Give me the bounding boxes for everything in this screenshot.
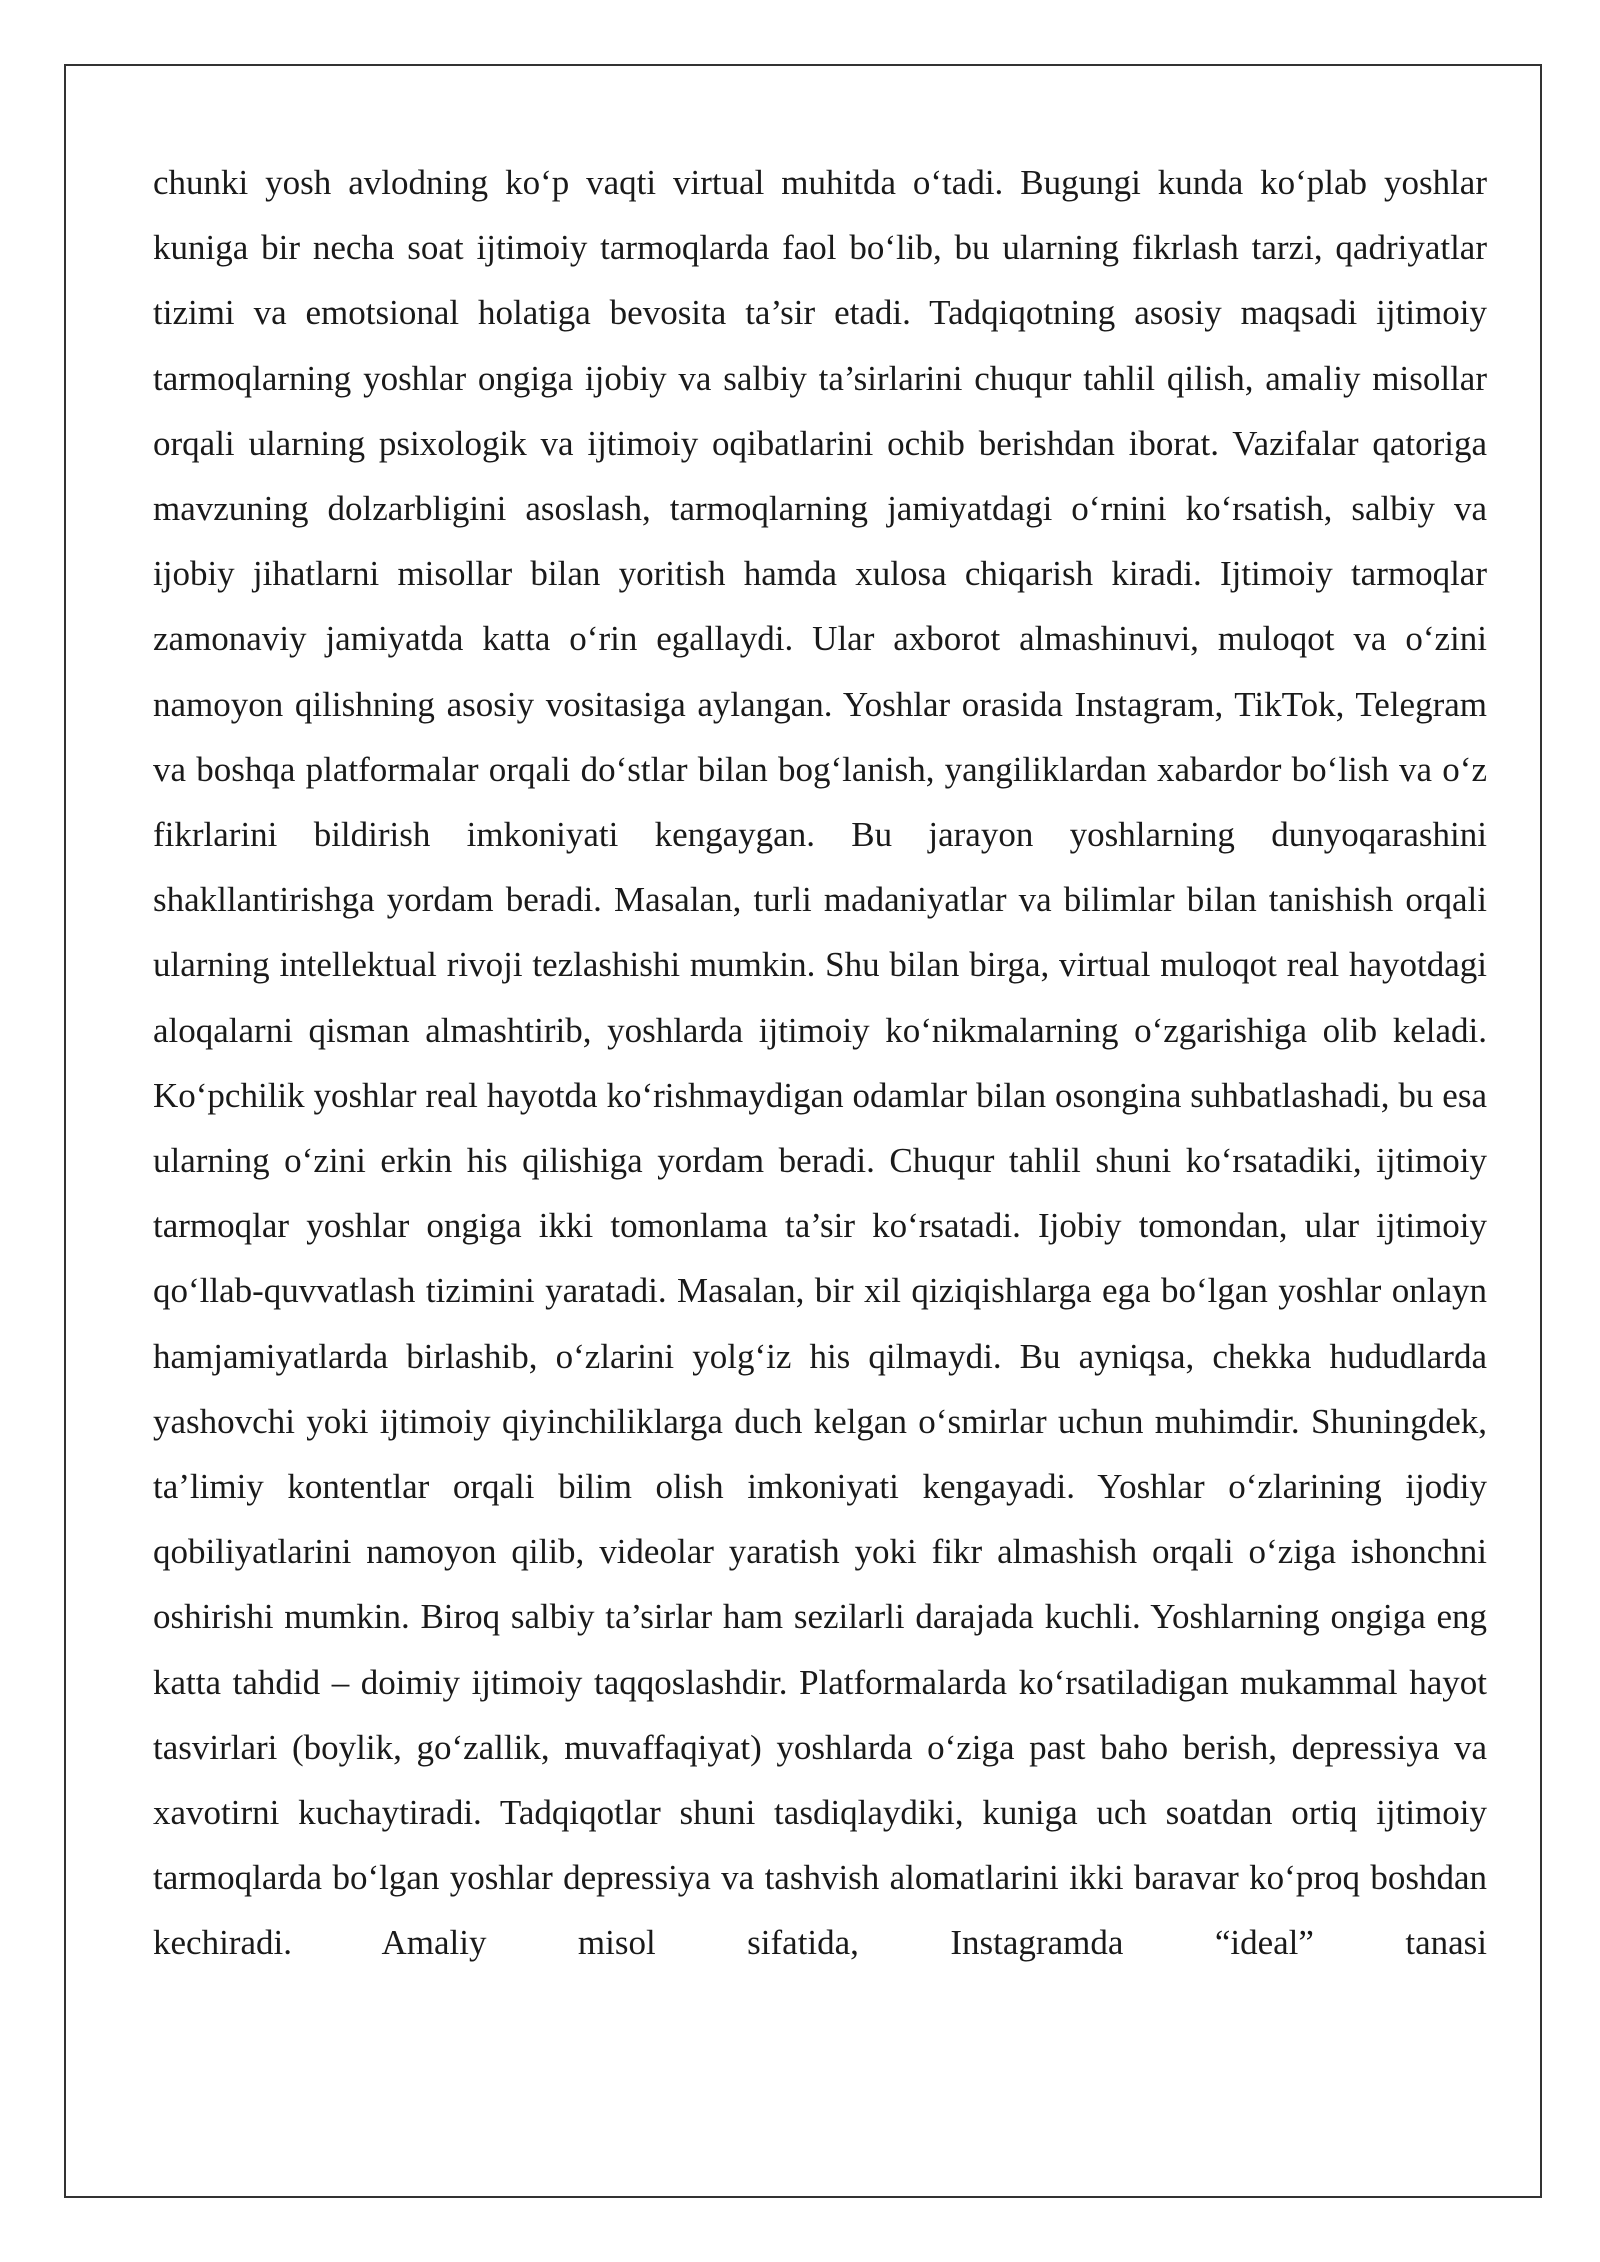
body-paragraph: chunki yosh avlodning ko‘p vaqti virtual muhitda o‘tadi. Bugungi kunda ko‘plab yoshlar kuniga bir necha soat ijtimoiy tarmoqlarda faol bo‘lib, bu ularning fikrlash tarzi, qadriyatlar tizimi va emotsional holatiga bevosita ta’sir etadi. Tadqiqotning asosiy maqsadi ijtimoiy tarmoqlarning yoshlar ongiga ijobiy va salbiy ta’sirlarini chuqur tahlil qilish, amaliy misollar orqali ularning psixologik va ijtimoiy oqibatlarini ochib berishdan iborat. Vazifalar qatoriga mavzuning dolzarbligini asoslash, tarmoqlarning jamiyatdagi o‘rnini ko‘rsatish, salbiy va ijobiy jihatlarni misollar bilan yoritish hamda xulosa chiqarish kiradi. Ijtimoiy tarmoqlar zamonaviy jamiyatda katta o‘rin egallaydi. Ular axborot almashinuvi, muloqot va o‘zini namoyon qilishning asosiy vositasiga aylangan. Yoshlar orasida Instagram, TikTok, Telegram va boshqa platformalar orqali do‘stlar bilan bog‘lanish, yangiliklardan xabardor bo‘lish va o‘z fikrlarini bildirish imkoniyati kengaygan. Bu jarayon yoshlarning dunyoqarashini shakllantirishga yordam beradi. Masalan, turli madaniyatlar va bilimlar bilan tanishish orqali ularning intellektual rivoji tezlashishi mumkin. Shu bilan birga, virtual muloqot real hayotdagi aloqalarni qisman almashtirib, yoshlarda ijtimoiy ko‘nikmalarning o‘zgarishiga olib keladi. Ko‘pchilik yoshlar real hayotda ko‘rishmaydigan odamlar bilan osongina suhbatlashadi, bu esa ularning o‘zini erkin his qilishiga yordam beradi. Chuqur tahlil shuni ko‘rsatadiki, ijtimoiy tarmoqlar yoshlar ongiga ikki tomonlama ta’sir ko‘rsatadi. Ijobiy tomondan, ular ijtimoiy qo‘llab-quvvatlash tizimini yaratadi. Masalan, bir xil qiziqishlarga ega bo‘lgan yoshlar onlayn hamjamiyatlarda birlashib, o‘zlarini yolg‘iz his qilmaydi. Bu ayniqsa, chekka hududlarda yashovchi yoki ijtimoiy qiyinchiliklarga duch kelgan o‘smirlar uchun muhimdir. Shuningdek, ta’limiy kontentlar orqali bilim olish imkoniyati kengayadi. Yoshlar o‘zlarining ijodiy qobiliyatlarini namoyon qilib, videolar yaratish yoki fikr almashish orqali o‘ziga ishonchni oshirishi mumkin. Biroq salbiy ta’sirlar ham sezilarli darajada kuchli. Yoshlarning ongiga eng katta tahdid – doimiy ijtimoiy taqqoslashdir. Platformalarda ko‘rsatiladigan mukammal hayot tasvirlari (boylik, go‘zallik, muvaffaqiyat) yoshlarda o‘ziga past baho berish, depressiya va xavotirni kuchaytiradi. Tadqiqotlar shuni tasdiqlaydiki, kuniga uch soatdan ortiq ijtimoiy tarmoqlarda bo‘lgan yoshlar depressiya va tashvish alomatlarini ikki baravar ko‘proq boshdan kechiradi. Amaliy misol sifatida, Instagramda “ideal” tanasi	[153, 163, 1487, 1963]
